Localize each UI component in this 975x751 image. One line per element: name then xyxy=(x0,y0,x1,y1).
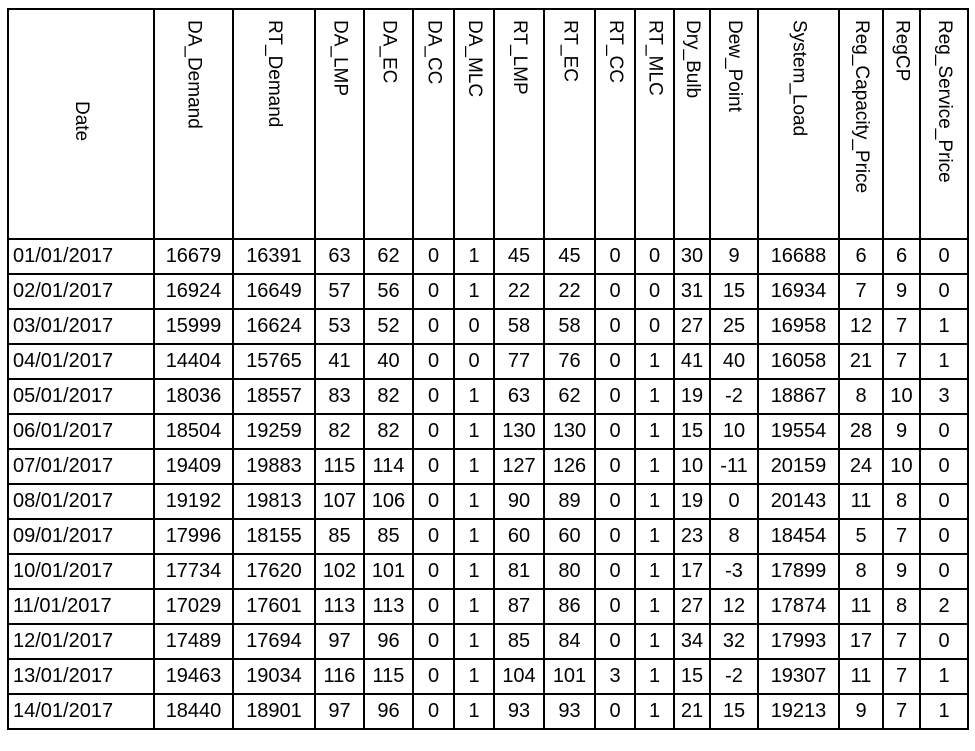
column-header-rt-ec: RT_EC xyxy=(544,9,595,239)
table-cell: 85 xyxy=(364,519,413,554)
table-cell-date: 08/01/2017 xyxy=(8,484,154,519)
table-cell: 102 xyxy=(315,554,364,589)
table-cell-date: 06/01/2017 xyxy=(8,414,154,449)
table-row xyxy=(8,274,968,309)
table-cell: 77 xyxy=(494,344,544,379)
table-cell: 0 xyxy=(635,239,674,274)
table-cell: 7 xyxy=(883,694,920,729)
column-header-da-cc: DA_CC xyxy=(413,9,454,239)
table-cell: 40 xyxy=(364,344,413,379)
table-cell: 1 xyxy=(635,379,674,414)
table-cell: 60 xyxy=(544,519,595,554)
table-cell: 31 xyxy=(674,274,710,309)
table-cell: 17029 xyxy=(154,589,233,624)
table-cell: 0 xyxy=(595,239,635,274)
table-cell: 9 xyxy=(883,274,920,309)
table-cell: 15 xyxy=(710,694,758,729)
table-cell: 17 xyxy=(674,554,710,589)
table-cell: 93 xyxy=(494,694,544,729)
table-cell-date: 13/01/2017 xyxy=(8,659,154,694)
table-cell: 28 xyxy=(839,414,883,449)
table-cell: 85 xyxy=(494,624,544,659)
column-header-dew-point: Dew_Point xyxy=(710,9,758,239)
table-cell: 127 xyxy=(494,449,544,484)
table-cell-date: 05/01/2017 xyxy=(8,379,154,414)
table-cell: 19 xyxy=(674,484,710,519)
table-cell: 1 xyxy=(635,694,674,729)
table-cell: 76 xyxy=(544,344,595,379)
table-cell: 10 xyxy=(883,449,920,484)
table-cell: 22 xyxy=(544,274,595,309)
table-cell: 19554 xyxy=(758,414,839,449)
table-row xyxy=(8,379,968,414)
table-cell: 82 xyxy=(364,379,413,414)
table-cell: 18454 xyxy=(758,519,839,554)
column-header-regcp: RegCP xyxy=(883,9,920,239)
table-cell: 12 xyxy=(710,589,758,624)
header-row xyxy=(8,9,968,239)
table-cell: 1 xyxy=(635,554,674,589)
table-cell: 1 xyxy=(454,554,494,589)
table-row xyxy=(8,589,968,624)
table-cell: 1 xyxy=(454,519,494,554)
table-cell: 0 xyxy=(920,239,968,274)
table-cell: 6 xyxy=(839,239,883,274)
table-cell: 10 xyxy=(710,414,758,449)
table-cell: 15 xyxy=(674,659,710,694)
table-cell: 6 xyxy=(883,239,920,274)
table-cell: 0 xyxy=(413,379,454,414)
table-cell: 17996 xyxy=(154,519,233,554)
table-cell: 25 xyxy=(710,309,758,344)
table-cell: 1 xyxy=(454,379,494,414)
table-cell: 0 xyxy=(920,274,968,309)
table-cell: 87 xyxy=(494,589,544,624)
table-cell: 0 xyxy=(413,274,454,309)
table-cell-date: 07/01/2017 xyxy=(8,449,154,484)
data-sheet xyxy=(7,8,967,748)
table-cell: 93 xyxy=(544,694,595,729)
table-cell: 16649 xyxy=(233,274,315,309)
table-cell: 9 xyxy=(710,239,758,274)
table-cell: 0 xyxy=(635,309,674,344)
table-cell: 0 xyxy=(413,484,454,519)
table-cell: 16958 xyxy=(758,309,839,344)
table-cell: 8 xyxy=(883,589,920,624)
energy-data-table xyxy=(7,8,969,730)
table-cell: 106 xyxy=(364,484,413,519)
table-cell: 34 xyxy=(674,624,710,659)
table-cell-date: 11/01/2017 xyxy=(8,589,154,624)
table-cell: 19213 xyxy=(758,694,839,729)
table-cell: 21 xyxy=(674,694,710,729)
table-cell-date: 09/01/2017 xyxy=(8,519,154,554)
table-cell: 45 xyxy=(544,239,595,274)
table-cell: 58 xyxy=(494,309,544,344)
table-cell: 126 xyxy=(544,449,595,484)
column-header-dry-bulb: Dry_Bulb xyxy=(674,9,710,239)
table-cell: 16924 xyxy=(154,274,233,309)
table-cell: 16679 xyxy=(154,239,233,274)
column-header-da-ec: DA_EC xyxy=(364,9,413,239)
table-cell: 17620 xyxy=(233,554,315,589)
table-cell: 16934 xyxy=(758,274,839,309)
table-cell: 0 xyxy=(413,344,454,379)
table-cell: -2 xyxy=(710,659,758,694)
table-cell: 1 xyxy=(454,624,494,659)
table-cell: -2 xyxy=(710,379,758,414)
table-cell: 0 xyxy=(635,274,674,309)
table-cell: 18155 xyxy=(233,519,315,554)
table-cell: 7 xyxy=(883,309,920,344)
table-cell: 11 xyxy=(839,659,883,694)
table-cell: 17694 xyxy=(233,624,315,659)
table-row xyxy=(8,239,968,274)
table-cell: 19259 xyxy=(233,414,315,449)
table-cell: 84 xyxy=(544,624,595,659)
table-cell: 1 xyxy=(635,659,674,694)
column-header-da-demand: DA_Demand xyxy=(154,9,233,239)
table-cell: 89 xyxy=(544,484,595,519)
table-cell: 32 xyxy=(710,624,758,659)
table-cell: 0 xyxy=(413,554,454,589)
table-cell: 0 xyxy=(595,449,635,484)
table-cell: 3 xyxy=(595,659,635,694)
table-cell: 17489 xyxy=(154,624,233,659)
table-cell: 96 xyxy=(364,624,413,659)
table-cell: 1 xyxy=(454,659,494,694)
table-cell: 2 xyxy=(920,589,968,624)
table-cell: 1 xyxy=(454,589,494,624)
table-cell: 1 xyxy=(635,414,674,449)
table-cell: 14404 xyxy=(154,344,233,379)
column-header-rt-demand: RT_Demand xyxy=(233,9,315,239)
table-cell: 1 xyxy=(454,449,494,484)
table-cell-date: 03/01/2017 xyxy=(8,309,154,344)
table-row xyxy=(8,344,968,379)
table-cell: 0 xyxy=(920,554,968,589)
table-cell: 52 xyxy=(364,309,413,344)
table-cell: 19813 xyxy=(233,484,315,519)
table-cell: 97 xyxy=(315,694,364,729)
table-cell: 81 xyxy=(494,554,544,589)
table-cell: 0 xyxy=(595,589,635,624)
table-cell: 0 xyxy=(595,309,635,344)
table-cell: 0 xyxy=(920,414,968,449)
table-cell: 16058 xyxy=(758,344,839,379)
table-cell: 130 xyxy=(544,414,595,449)
table-cell: 41 xyxy=(315,344,364,379)
table-cell: 1 xyxy=(920,659,968,694)
table-cell: 82 xyxy=(315,414,364,449)
table-cell: 130 xyxy=(494,414,544,449)
table-cell: 11 xyxy=(839,589,883,624)
table-cell: 0 xyxy=(595,414,635,449)
table-cell: 0 xyxy=(595,519,635,554)
table-cell: 18036 xyxy=(154,379,233,414)
table-cell: 17993 xyxy=(758,624,839,659)
table-cell: 19883 xyxy=(233,449,315,484)
table-cell: 24 xyxy=(839,449,883,484)
table-cell: 0 xyxy=(413,414,454,449)
table-cell: 8 xyxy=(839,379,883,414)
table-cell: 58 xyxy=(544,309,595,344)
table-cell: 0 xyxy=(413,309,454,344)
table-cell: 115 xyxy=(315,449,364,484)
table-cell: 22 xyxy=(494,274,544,309)
table-cell: 83 xyxy=(315,379,364,414)
table-cell: 0 xyxy=(920,519,968,554)
table-row xyxy=(8,624,968,659)
table-cell: 30 xyxy=(674,239,710,274)
table-cell: 18901 xyxy=(233,694,315,729)
table-cell: 27 xyxy=(674,309,710,344)
table-cell: 8 xyxy=(883,484,920,519)
table-row xyxy=(8,414,968,449)
table-cell: 0 xyxy=(454,344,494,379)
table-cell: 0 xyxy=(413,449,454,484)
table-cell: 0 xyxy=(920,484,968,519)
table-cell: -11 xyxy=(710,449,758,484)
table-cell: 116 xyxy=(315,659,364,694)
table-cell: 57 xyxy=(315,274,364,309)
table-cell: -3 xyxy=(710,554,758,589)
table-cell: 0 xyxy=(413,694,454,729)
table-cell-date: 12/01/2017 xyxy=(8,624,154,659)
table-row xyxy=(8,484,968,519)
table-cell: 41 xyxy=(674,344,710,379)
table-cell-date: 10/01/2017 xyxy=(8,554,154,589)
table-cell: 1 xyxy=(920,344,968,379)
table-cell: 15 xyxy=(710,274,758,309)
table-cell: 20159 xyxy=(758,449,839,484)
table-cell: 15 xyxy=(674,414,710,449)
table-cell: 1 xyxy=(454,239,494,274)
table-cell: 1 xyxy=(454,414,494,449)
table-row xyxy=(8,659,968,694)
table-cell: 0 xyxy=(595,554,635,589)
table-cell: 101 xyxy=(364,554,413,589)
table-row xyxy=(8,449,968,484)
table-cell: 0 xyxy=(920,449,968,484)
table-cell: 82 xyxy=(364,414,413,449)
table-cell: 7 xyxy=(839,274,883,309)
table-cell: 19307 xyxy=(758,659,839,694)
table-cell: 20143 xyxy=(758,484,839,519)
table-row xyxy=(8,694,968,729)
table-cell: 0 xyxy=(595,379,635,414)
table-cell: 27 xyxy=(674,589,710,624)
table-cell: 17874 xyxy=(758,589,839,624)
table-cell: 0 xyxy=(595,624,635,659)
table-cell: 62 xyxy=(544,379,595,414)
table-cell: 16624 xyxy=(233,309,315,344)
table-cell: 80 xyxy=(544,554,595,589)
table-cell: 1 xyxy=(454,274,494,309)
table-cell: 23 xyxy=(674,519,710,554)
table-cell: 18867 xyxy=(758,379,839,414)
table-cell: 0 xyxy=(595,274,635,309)
table-cell: 1 xyxy=(454,694,494,729)
table-cell: 10 xyxy=(674,449,710,484)
table-cell: 1 xyxy=(635,624,674,659)
table-cell: 1 xyxy=(635,344,674,379)
table-cell: 16688 xyxy=(758,239,839,274)
column-header-reg-capacity-price: Reg_Capacity_Price xyxy=(839,9,883,239)
table-cell: 19034 xyxy=(233,659,315,694)
table-cell: 18504 xyxy=(154,414,233,449)
table-cell: 0 xyxy=(595,344,635,379)
table-cell-date: 04/01/2017 xyxy=(8,344,154,379)
table-cell: 113 xyxy=(315,589,364,624)
table-cell: 114 xyxy=(364,449,413,484)
table-cell: 18557 xyxy=(233,379,315,414)
table-cell: 40 xyxy=(710,344,758,379)
table-cell: 63 xyxy=(494,379,544,414)
table-cell: 9 xyxy=(839,694,883,729)
table-cell: 0 xyxy=(413,239,454,274)
table-cell: 104 xyxy=(494,659,544,694)
table-cell: 9 xyxy=(883,414,920,449)
table-cell: 17 xyxy=(839,624,883,659)
table-cell: 16391 xyxy=(233,239,315,274)
table-row xyxy=(8,309,968,344)
column-header-da-lmp: DA_LMP xyxy=(315,9,364,239)
table-cell: 63 xyxy=(315,239,364,274)
table-cell: 17734 xyxy=(154,554,233,589)
table-cell: 5 xyxy=(839,519,883,554)
table-cell: 0 xyxy=(454,309,494,344)
table-cell: 0 xyxy=(595,484,635,519)
table-cell: 1 xyxy=(454,484,494,519)
table-cell: 7 xyxy=(883,659,920,694)
table-cell: 45 xyxy=(494,239,544,274)
table-cell: 3 xyxy=(920,379,968,414)
table-cell: 60 xyxy=(494,519,544,554)
table-cell: 8 xyxy=(839,554,883,589)
table-cell: 15765 xyxy=(233,344,315,379)
table-cell: 1 xyxy=(920,309,968,344)
table-cell-date: 01/01/2017 xyxy=(8,239,154,274)
table-cell: 8 xyxy=(710,519,758,554)
table-cell: 1 xyxy=(635,589,674,624)
table-cell: 56 xyxy=(364,274,413,309)
table-cell: 0 xyxy=(413,624,454,659)
table-cell: 10 xyxy=(883,379,920,414)
column-header-rt-cc: RT_CC xyxy=(595,9,635,239)
table-cell: 21 xyxy=(839,344,883,379)
column-header-rt-mlc: RT_MLC xyxy=(635,9,674,239)
table-cell: 107 xyxy=(315,484,364,519)
table-cell: 0 xyxy=(413,589,454,624)
table-cell: 19463 xyxy=(154,659,233,694)
table-cell-date: 14/01/2017 xyxy=(8,694,154,729)
table-cell: 0 xyxy=(413,519,454,554)
table-cell: 113 xyxy=(364,589,413,624)
table-cell: 7 xyxy=(883,344,920,379)
column-header-rt-lmp: RT_LMP xyxy=(494,9,544,239)
table-cell: 90 xyxy=(494,484,544,519)
table-row xyxy=(8,519,968,554)
table-cell: 1 xyxy=(920,694,968,729)
table-cell: 19 xyxy=(674,379,710,414)
column-header-reg-service-price: Reg_Service_Price xyxy=(920,9,968,239)
table-cell: 62 xyxy=(364,239,413,274)
table-cell: 86 xyxy=(544,589,595,624)
table-cell: 0 xyxy=(710,484,758,519)
table-cell: 7 xyxy=(883,624,920,659)
table-cell: 115 xyxy=(364,659,413,694)
table-cell: 1 xyxy=(635,519,674,554)
table-cell: 0 xyxy=(595,694,635,729)
column-header-date: Date xyxy=(8,9,154,239)
table-row xyxy=(8,554,968,589)
table-cell: 1 xyxy=(635,484,674,519)
table-cell: 12 xyxy=(839,309,883,344)
table-cell: 53 xyxy=(315,309,364,344)
table-cell: 17601 xyxy=(233,589,315,624)
table-cell: 18440 xyxy=(154,694,233,729)
column-header-system-load: System_Load xyxy=(758,9,839,239)
table-cell: 7 xyxy=(883,519,920,554)
table-cell: 9 xyxy=(883,554,920,589)
table-cell: 17899 xyxy=(758,554,839,589)
column-header-da-mlc: DA_MLC xyxy=(454,9,494,239)
table-cell: 1 xyxy=(635,449,674,484)
table-cell: 96 xyxy=(364,694,413,729)
table-cell: 19409 xyxy=(154,449,233,484)
table-cell: 19192 xyxy=(154,484,233,519)
table-cell: 0 xyxy=(920,624,968,659)
table-cell: 97 xyxy=(315,624,364,659)
table-cell: 101 xyxy=(544,659,595,694)
table-body xyxy=(8,239,968,729)
table-cell-date: 02/01/2017 xyxy=(8,274,154,309)
table-cell: 85 xyxy=(315,519,364,554)
table-cell: 0 xyxy=(413,659,454,694)
table-cell: 11 xyxy=(839,484,883,519)
table-cell: 15999 xyxy=(154,309,233,344)
